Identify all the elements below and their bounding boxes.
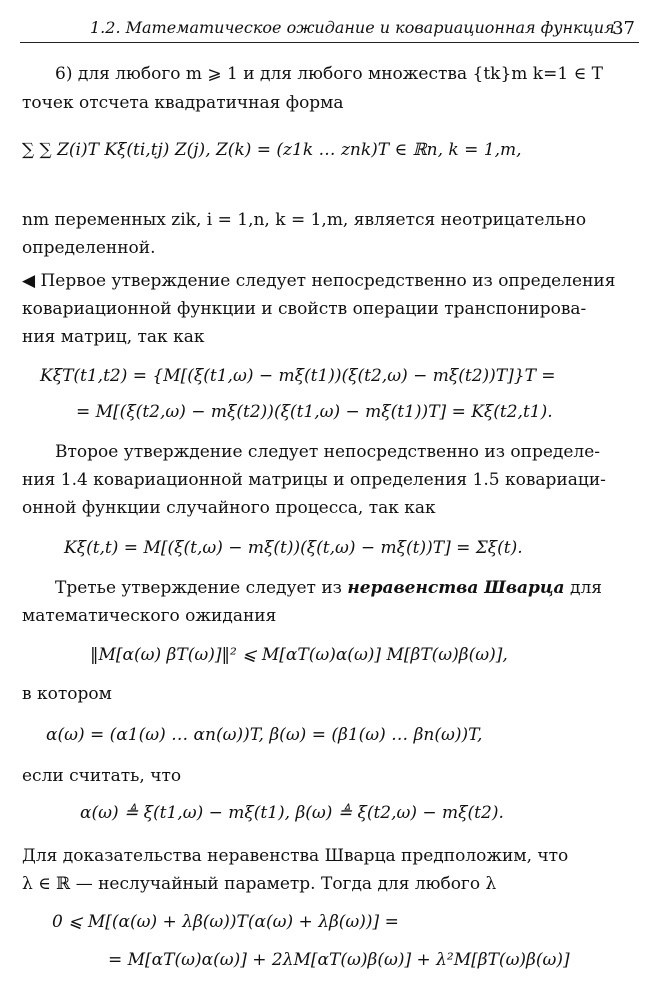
item6-line1: 6) для любого m ⩾ 1 и для любого множества {tk}m k=1 ∈ T — [55, 64, 603, 84]
schwarz-proof-line2: λ ∈ ℝ — неслучайный параметр. Тогда для любого λ — [22, 874, 497, 894]
third-line1-end: для — [564, 578, 602, 598]
third-line2: математического ожидания — [22, 606, 277, 626]
after-form-line2: определенной. — [22, 238, 156, 258]
page-header — [20, 14, 639, 43]
schwarz-proof-line1: Для доказательства неравенства Шварца предположим, что — [22, 846, 569, 866]
proof-line3: ния матриц, так как — [22, 327, 205, 347]
equation-transpose-line1: KξT(t1,t2) = {M[(ξ(t1,ω) − mξ(t1))(ξ(t2,ω) − mξ(t2))T]}T = — [40, 366, 556, 386]
after-form-line1: nm переменных zik, i = 1,n, k = 1,m, является неотрицательно — [22, 210, 587, 230]
schwarz-term: неравенства Шварца — [347, 578, 565, 598]
equation-definitions: α(ω) ≜ ξ(t1,ω) − mξ(t1), β(ω) ≜ ξ(t2,ω) − mξ(t2). — [80, 803, 504, 823]
proof-line2: ковариационной функции и свойств операции транспонирова- — [22, 299, 587, 319]
running-head: 1.2. Математическое ожидание и ковариационная функция — [90, 18, 615, 37]
second-line2: ния 1.4 ковариационной матрицы и определения 1.5 ковариаци- — [22, 470, 606, 490]
third-line1 — [55, 578, 602, 598]
second-line1: Второе утверждение следует непосредственно из определе- — [55, 442, 601, 462]
equation-expansion-line2: = M[αT(ω)α(ω)] + 2λM[αT(ω)β(ω)] + λ²M[βT(ω)β(ω)] — [108, 950, 570, 970]
equation-transpose-line2: = M[(ξ(t2,ω) − mξ(t2))(ξ(t1,ω) − mξ(t1))T] = Kξ(t2,t1). — [76, 402, 553, 422]
equation-expansion-line1: 0 ⩽ M[(α(ω) + λβ(ω))T(α(ω) + λβ(ω))] = — [52, 912, 399, 932]
equation-quadratic-form: ∑ ∑ Z(i)T Kξ(ti,tj) Z(j), Z(k) = (z1k … znk)T ∈ ℝn, k = 1,m, — [22, 140, 522, 160]
equation-covariance: Kξ(t,t) = M[(ξ(t,ω) − mξ(t))(ξ(t,ω) − mξ(t))T] = Σξ(t). — [64, 538, 523, 558]
second-line3: онной функции случайного процесса, так как — [22, 498, 436, 518]
if-assume: если считать, что — [22, 766, 182, 786]
page-number: 37 — [612, 18, 635, 39]
equation-alpha-beta: α(ω) = (α1(ω) … αn(ω))T, β(ω) = (β1(ω) … βn(ω))T, — [46, 725, 483, 745]
item6-line2: точек отсчета квадратичная форма — [22, 93, 344, 113]
proof-line1: ◀ Первое утверждение следует непосредственно из определения — [22, 271, 616, 291]
equation-schwarz: ‖M[α(ω) βT(ω)]‖² ⩽ M[αT(ω)α(ω)] M[βT(ω)β(ω)], — [90, 645, 508, 665]
in-which: в котором — [22, 684, 112, 704]
third-line1-start: Третье утверждение следует из — [55, 578, 348, 598]
